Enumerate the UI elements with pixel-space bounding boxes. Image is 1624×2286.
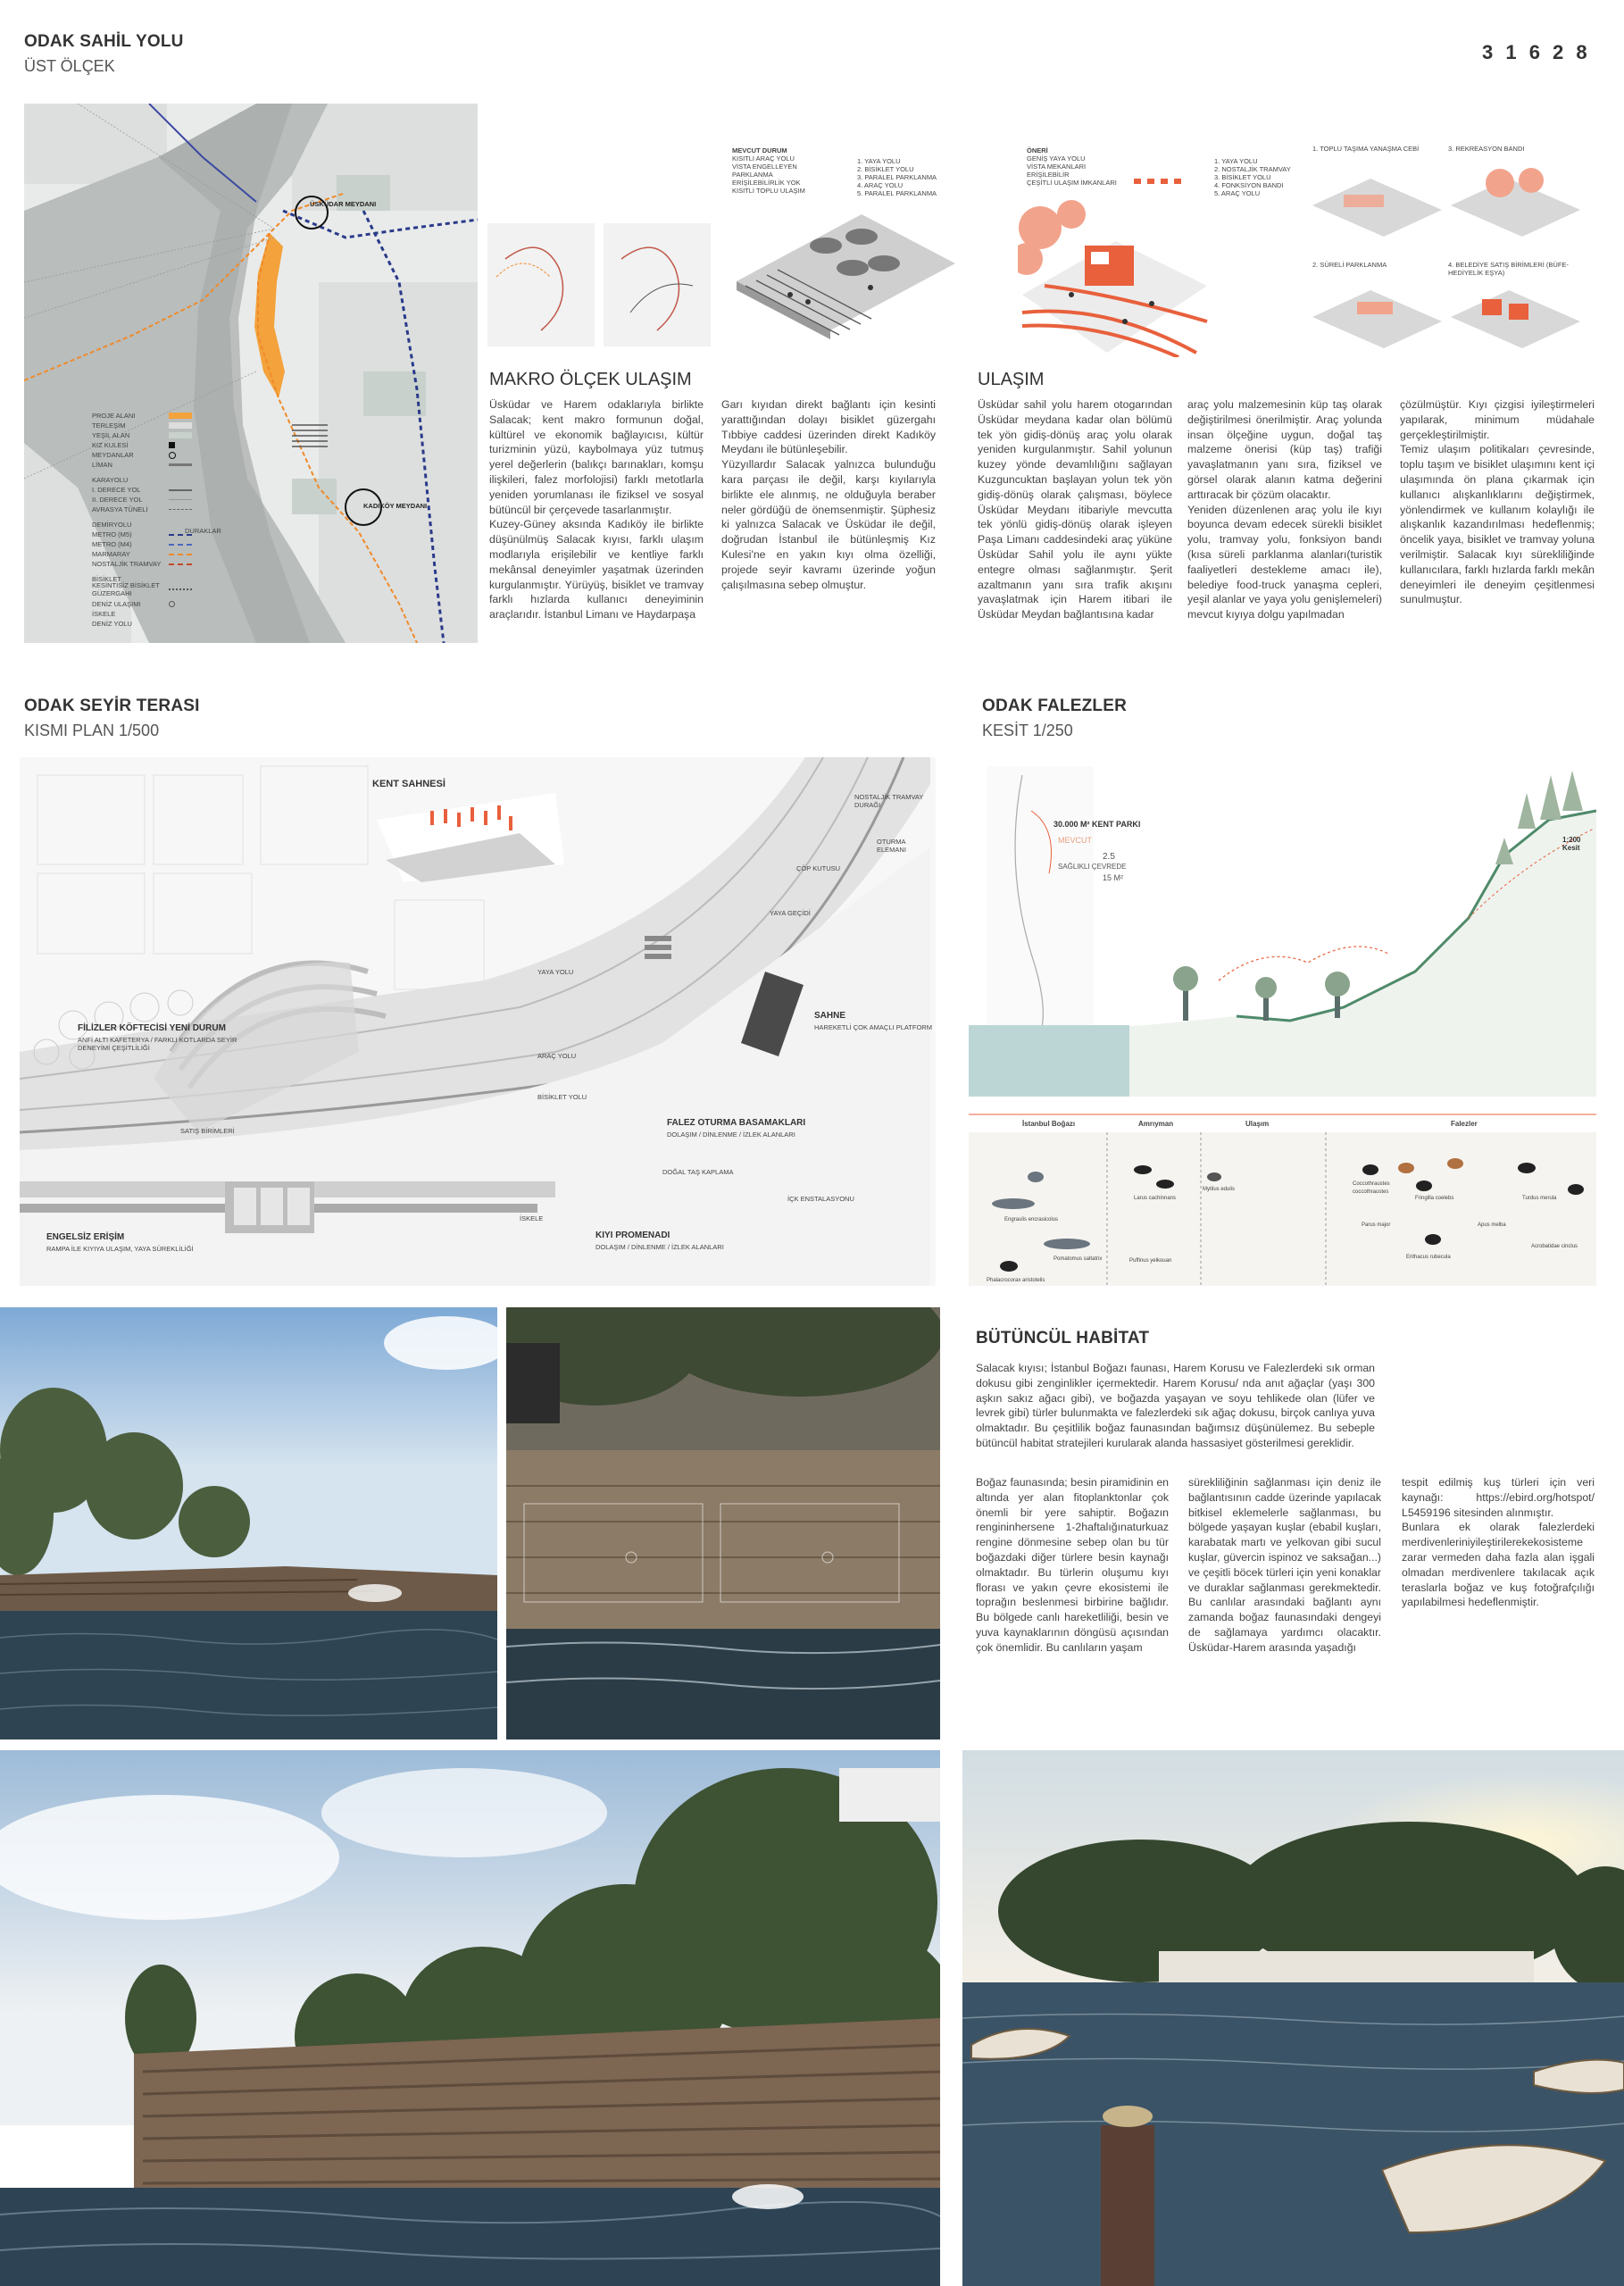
plan-label: ÇÖP KUTUSU (796, 864, 841, 872)
label-kiyi: KIYI PROMENADI (595, 1231, 670, 1240)
plan-label: İÇK ENSTALASYONU (787, 1195, 854, 1203)
mini-map-1-drawing (487, 223, 595, 346)
map-legend (92, 411, 244, 629)
macro-paragraph: Yüzyıllardır Salacak yalnızca bulunduğu kara parçası ile değil, karşı kıyılarıyla birlikte ele alınmış, ne olduğuyla beraber neler gördüğü de önemsenmiştir. Şüphesiz ki yalnızca Salacak ve Üsküdar ile değil, doğrudan İstanbul ile bütünleşmiş Kız Kulesi'ne en yakın kıyı olma özelliği, projede seyir kavramı üzerinde yoğun çalışılmasına sebep olmuştur. (721, 458, 936, 591)
transport-title: ULAŞIM (978, 370, 1045, 389)
layer-item: 3. BİSİKLET YOLU (1214, 173, 1271, 181)
legend-item: BİSİKLET (92, 575, 121, 583)
habitat-intro: Salacak kıyısı; İstanbul Boğazı faunası, Harem Korusu ve Falezlerdeki sık orman dokusu gibi zenginlikler içermektedir. Harem Korusu/ nda anıt ağaçlar (yaşı 300 aşkın sakız ağacı gibi), ve boğazda yaşayan ve soyu tehlikede olan (lüfer ve levrek gibi) türler bulunmakta ve falezlerdeki sık ağaç dokusu, birçok canlıya yuva olmaktadır. Bu çeşitlilik boğaz faunasından bağımsız düşünülemez. Bu sebeple bütüncül habitat stratejileri kurularak alanda hassasiyet gösterilmesi gereklidir. (976, 1362, 1375, 1449)
scenario-label: 2. SÜRELİ PARKLANMA (1312, 261, 1387, 269)
legend-item: I. DERECE YOL (92, 485, 244, 495)
current-title: MEVCUT DURUM (732, 146, 787, 154)
transport-paragraph: Temiz ulaşım politikaları çevresinde, toplu taşım ve bisiklet ulaşımını kent içi ulaşımında ön plana çıkarmak için kullanıcı alışkanlıklarını değiştirmek, yönlendirmek ve kullanım kolaylığı ile alışkanlık kazandırılması hedeflenmiş; öncelik yaya, bisiklet ve tramvay yoluna verilmiştir. Salacak kıyı sürekliliğinde kullanıcılara, farklı hızlarda farklı mekân deneyimleri ile deneyim çeşitlenmesi sunulmuştur. (1400, 443, 1595, 606)
render-promenade-1 (0, 1307, 497, 1740)
falez-cevre-label: SAĞLIKLI ÇEVREDE (1058, 863, 1127, 871)
species-label: Mytilus edulis (1203, 1187, 1236, 1192)
falez-section (969, 757, 1596, 1286)
legend-item: DENİZ YOLU (92, 620, 132, 628)
plan-label: DOĞAL TAŞ KAPLAMA (662, 1168, 734, 1176)
legend-item: II. DERECE YOL (92, 495, 244, 505)
falez-title: ODAK FALEZLER (982, 697, 1127, 715)
mini-map-2 (604, 223, 711, 346)
proposal-note: ERİŞİLEBİLİR (1027, 171, 1070, 179)
macro-paragraph: Üsküdar ve Harem odaklarıyla birlikte Salacak; kent makro formunun doğal, kültürel ve ekonomik bağlayıcısı, kültür turizminin yüzü, kaybolmaya yüz tutmuş yerel değerlerin (balıkçı barınakları, komşu ilişkileri, falez morfolojisi) farklı metotlarla yeniden yorumlanası ile fiziksel ve sosyal bütüncül bir çerçevede tasarlanmıştır. (489, 398, 704, 516)
species-label: Engraulis encrasicolus (1004, 1217, 1059, 1222)
terrace-subtitle: KISMI PLAN 1/500 (24, 722, 160, 739)
layer-item: 4. ARAÇ YOLU (857, 181, 904, 189)
current-layers (857, 157, 955, 197)
label-kadikoy: KADIKÖY MEYDANI (363, 502, 428, 510)
legend-item: MARMARAY (92, 549, 244, 559)
habitat-col-1: Boğaz faunasında; besin piramidinin en altında yer alan fitoplanktonlar çok önemli bir yere sahiptir. Boğazın rengininhersene 1-2haftalığınaturkuaz rengine dönmesine sebep olan bu tür boğazdaki diğer türlere besin kaynağı olmaktadır. Bu türlerin oluşumu kıyı florası ve yakın çevre ekosistemi ile toprağın beslenmesi birbirine bağlıdır. Bu bölgede canlı hareketliliği, besin ve yuva kaynaklarının döngüsü açısından çok önemlidir. Bu canlıların yaşam (976, 1476, 1169, 1654)
habitat-col-3 (1402, 1475, 1595, 1610)
proposal-layers (1214, 157, 1312, 197)
render-terrace-steps (0, 1750, 940, 2286)
species-label: Parus major (1362, 1222, 1391, 1228)
macro-paragraph: Garı kıyıdan direkt bağlantı için kesinti yarattığından dolayı bisiklet güzergahı Tıbbiye caddesi üzerinden direkt Kadıköy Meydanı ile bütünleşebilir. (721, 398, 936, 456)
legend-item: TERLEŞİM (92, 421, 244, 430)
zone-label: Amrıyman (1138, 1120, 1174, 1128)
legend-item: DEMİRYOLU (92, 521, 132, 529)
layer-item: 4. FONKSİYON BANDI (1214, 181, 1284, 189)
label-engelsiz: ENGELSİZ ERİŞİM (46, 1232, 125, 1242)
species-label: Phalacrocorax aristotelis (987, 1278, 1045, 1283)
project-number: 3 1 6 2 8 (1482, 41, 1591, 63)
layer-item: 1. YAYA YOLU (1214, 157, 1258, 165)
zone-label: Falezler (1451, 1120, 1478, 1128)
species-label: Acrobatidae cinclus (1531, 1244, 1578, 1249)
terrace-plan (20, 757, 936, 1286)
layer-item: 3. PARALEL PARKLANMA (857, 173, 937, 181)
transport-col-1: Üsküdar sahil yolu harem otogarından Üsküdar meydana kadar olan bölümü tek yön gidiş-dönüş araç yolu olarak yeniden kurgulanmıştır. Sahil yolunun kuzey yönde devamlılığını sağlayan Kuzguncuktan başlayan yolun tek yön gidiş-dönüş olarak çalışması, böylece Üsküdar Meydanı itibariyle mevcutta tek yönlü gidiş-dönüş olarak işleyen Paşa Limanı caddesindeki araç yüküne Üsküdar Sahil yolu ile aynı yükte entegre olması sağlanmıştır. Şerit azaltmanın yanı sıra trafik akışını yavaşlatmak için Harem itibari ile Üsküdar Meydan bağlantısına kadar (978, 398, 1172, 622)
plan-label: SATIŞ BİRİMLERİ (180, 1127, 235, 1135)
label-filizler-sub: ANFİ ALTI KAFETERYA / FARKLI KOTLARDA SEYİR DENEYİMİ ÇEŞİTLİLİĞİ (78, 1036, 237, 1052)
current-note: KISITLI TOPLU ULAŞIM (732, 187, 805, 195)
scenario-label: 1. TOPLU TAŞIMA YANAŞMA CEBİ (1312, 145, 1420, 153)
terrace-plan-drawing (20, 757, 936, 1286)
habitat-col-2: sürekliliğinin sağlanması için deniz ile bağlantısının cadde üzerinde yapılacak bitkisel eklemelerle sağlanması, bu bölgede yaşayan kuşlar (ebabil kuşları, karabatak martı ve yelkovan gibi sucul kuşlar, güvercin ispinoz ve saksağan...) ve çeşitli böcek türleri için yeni konaklar ve duraklar sağlanması gerekmektedir. Bu canlılar arasındaki bağlantı aynı zamanda boğaz faunasındaki dengeyi de sağlamaya yardımcı olacaktır. Üsküdar-Harem arasında yaşadığı (1188, 1476, 1381, 1654)
terrace-title: ODAK SEYİR TERASI (24, 697, 200, 715)
current-note: ERİŞİLEBİLİRLİK YOK (732, 179, 801, 187)
proposal-note: VİSTA MEKANLARI (1027, 163, 1087, 171)
current-notes (732, 146, 839, 195)
species-label: Larus cachinnans (1134, 1196, 1177, 1201)
layer-item: 2. NOSTALJİK TRAMVAY (1214, 165, 1291, 173)
label-kent-sahnesi: KENT SAHNESİ (372, 779, 446, 789)
render-promenade-2-image (506, 1307, 940, 1740)
mini-map-2-drawing (604, 223, 711, 346)
render-promenade-2 (506, 1307, 940, 1740)
proposal-axonometric (1018, 179, 1210, 357)
label-filizler: FİLİZLER KÖFTECİSİ YENİ DURUM (78, 1023, 226, 1033)
label-kiyi-sub: DOLAŞIM / DİNLENME / İZLEK ALANLARI (595, 1243, 724, 1251)
plan-label: NOSTALJİK TRAMVAY DURAĞI (854, 793, 924, 809)
macro-map (24, 104, 478, 643)
legend-item: PROJE ALANI (92, 411, 244, 421)
falez-scale-label: 1:200 Kesit (1562, 836, 1581, 852)
habitat-paragraph: Bunlara ek olarak falezlerdeki merdivenleriniyileştirilerekekosisteme zarar vermeden daha fazla alan işgali olmadan merdivenlere takılacak açık teraslarla boğaz ve kuş fotoğrafçılığı yapılabilmesi hedeflenmiştir. (1402, 1521, 1595, 1609)
legend-item: AVRASYA TÜNELİ (92, 505, 244, 514)
plan-label: YAYA GEÇİDİ (770, 909, 811, 917)
plan-label: İSKELE (520, 1214, 544, 1222)
scenario-label: 3. REKREASYON BANDI (1448, 145, 1525, 153)
label-sahne-sub: HAREKETLİ ÇOK AMAÇLI PLATFORM (814, 1023, 932, 1031)
transport-paragraph: araç yolu malzemesinin küp taş olarak değiştirilmesi önerilmiştir. Araç yolunda insan ölçeğine uygun, doğal taş malzeme önerisi (küp taş) trafiği yavaşlatmanın yanı sıra, fiziksel ve görsel olarak alanın katma değerini arttıracak bir çözüm olacaktır. (1187, 398, 1382, 501)
transport-paragraph: Yeniden düzenlenen araç yolu ile kıyı boyunca devam edecek sürekli bisiklet yolu, tramvay yolu, fonksiyon bandı (kısa süreli parklanma alanları(turistik faaliyetleri destekleme amacı ile), belediye food-truck yanaşma cepleri, yeşil alanlar ve yaya yolu genişlemeleri) mevcut kıyıya dolgu yapılmadan (1187, 503, 1382, 622)
falez-mevcut-label: MEVCUT (1058, 836, 1092, 845)
mini-map-1 (487, 223, 595, 346)
scenario-label: 4. BELEDİYE SATIŞ BİRİMLERİ (BÜFE-HEDİYELİK EŞYA) (1448, 261, 1569, 277)
habitat-title: BÜTÜNCÜL HABİTAT (976, 1329, 1150, 1347)
falez-subtitle: KESİT 1/250 (982, 722, 1073, 739)
macro-paragraph: Kuzey-Güney aksında Kadıköy ile birlikte düşünülmüş Salacak kıyısı, farklı ulaşım modlarıyla erişilebilir ve kentliye farklı mekânsal deneyimler yaşatmak üzerinden kurgulanmıştır. Yürüyüş, bisiklet ve tramvay farklı hızlarda kullanıcı deneyiminin araçlarıdır. İstanbul Limanı ve Haydarpaşa (489, 518, 704, 622)
species-label: Coccothraustes coccothraustes (1353, 1181, 1390, 1195)
falez-cevre-value: 15 M² (1103, 873, 1124, 882)
zone-label: İstanbul Boğazı (1022, 1120, 1076, 1128)
layer-item: 5. PARALEL PARKLANMA (857, 189, 937, 197)
proposal-title: ÖNERİ (1027, 146, 1048, 154)
proposal-note: GENİŞ YAYA YOLU (1027, 154, 1086, 163)
legend-item: METRO (M5) (92, 530, 244, 539)
legend-item: DENİZ ULAŞIMI (92, 599, 244, 609)
render-cove-boats-image (962, 1750, 1624, 2286)
species-label: Turdus merula (1522, 1196, 1557, 1201)
species-label: Apus melba (1478, 1222, 1506, 1228)
current-note: KISITLI ARAÇ YOLU (732, 154, 795, 163)
species-label: Pomatomus saltatrix (1054, 1256, 1103, 1262)
falez-value: 2.5 (1103, 852, 1115, 862)
species-label: Erithacus rubecula (1406, 1255, 1451, 1260)
macro-col-1 (489, 397, 704, 622)
plan-label: BİSİKLET YOLU (537, 1093, 587, 1101)
macro-col-2 (721, 397, 936, 592)
legend-item: KESİNTİSİZ BİSİKLET GÜZERGAHI (92, 584, 244, 594)
legend-item: İSKELE (92, 610, 116, 618)
legend-stops-label: DURAKLAR (185, 527, 221, 535)
current-note: VİSTA ENGELLEYEN PARKLANMA (732, 163, 797, 179)
render-promenade-1-image (0, 1307, 497, 1740)
zone-label: Ulaşım (1245, 1120, 1270, 1128)
label-falez-sub: DOLAŞIM / DİNLENME / İZLEK ALANLARI (667, 1130, 795, 1139)
species-label: Puffinus yelkouan (1129, 1258, 1172, 1264)
transport-paragraph: çözülmüştür. Kıyı çizgisi iyileştirmeleri yapılarak, minimum müdahale gerçekleştirilmiştir. (1400, 398, 1595, 441)
render-terrace-steps-image (0, 1750, 940, 2286)
layer-item: 2. BİSİKLET YOLU (857, 165, 914, 173)
legend-item: LİMAN (92, 460, 244, 470)
legend-item: NOSTALJİK TRAMVAY (92, 559, 244, 569)
legend-item: METRO (M4) (92, 539, 244, 549)
plan-label: OTURMA ELEMANI (877, 838, 906, 854)
legend-item: KIZ KULESİ (92, 440, 244, 450)
scenario-diagrams (1308, 152, 1594, 357)
label-uskudar: ÜSKÜDAR MEYDANI (310, 200, 377, 208)
legend-item: MEYDANLAR (92, 450, 244, 460)
transport-col-2 (1187, 397, 1382, 622)
falez-park-label: 30.000 M² KENT PARKI (1054, 820, 1141, 829)
label-falez: FALEZ OTURMA BASAMAKLARI (667, 1118, 806, 1128)
layer-item: 5. ARAÇ YOLU (1214, 189, 1261, 197)
page-title: ODAK SAHİL YOLU (24, 32, 184, 51)
current-axonometric (728, 196, 960, 339)
label-sahne: SAHNE (814, 1011, 846, 1021)
plan-label: YAYA YOLU (537, 968, 574, 976)
macro-title: MAKRO ÖLÇEK ULAŞIM (489, 370, 692, 389)
plan-label: ARAÇ YOLU (537, 1052, 577, 1060)
page-subtitle: ÜST ÖLÇEK (24, 57, 115, 75)
layer-item: 1. YAYA YOLU (857, 157, 901, 165)
transport-col-3 (1400, 397, 1595, 607)
label-engelsiz-sub: RAMPA İLE KIYIYA ULAŞIM, YAYA SÜREKLİLİĞİ (46, 1245, 194, 1253)
species-label: Fringilla coelebs (1415, 1196, 1454, 1201)
render-cove-boats (962, 1750, 1624, 2286)
legend-item: KARAYOLU (92, 476, 129, 484)
habitat-paragraph: tespit edilmiş kuş türleri için veri kaynağı: https://ebird.org/hotspot/ L5459196 sitesinden alınmıştır. (1402, 1476, 1595, 1519)
proposal-note: ÇEŞİTLİ ULAŞIM İMKANLARI (1027, 179, 1117, 187)
legend-item: YEŞİL ALAN (92, 430, 244, 440)
